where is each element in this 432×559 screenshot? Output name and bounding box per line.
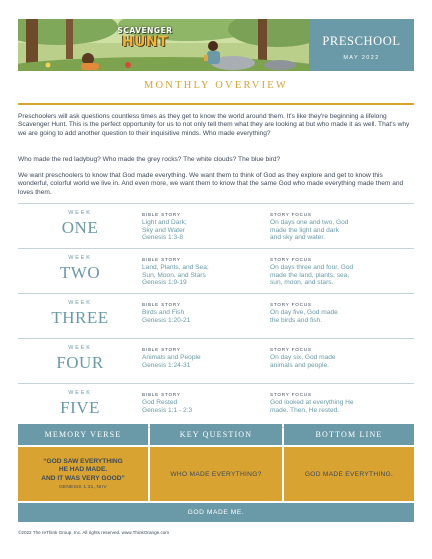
bible-story-heading: BIBLE STORY — [142, 302, 181, 307]
story-focus-text: God looked at everything He made. Then, He rested. — [270, 399, 354, 414]
key-question-text: WHO MADE EVERYTHING? — [150, 447, 282, 501]
week-label — [18, 204, 142, 248]
bottom-line-header: BOTTOM LINE — [284, 424, 414, 445]
week-caption: WEEK — [68, 390, 92, 396]
level-badge — [309, 19, 414, 71]
story-focus-heading: STORY FOCUS — [270, 212, 312, 217]
story-focus-heading: STORY FOCUS — [270, 347, 312, 352]
story-focus-cell — [270, 384, 414, 427]
level-label: PRESCHOOL — [322, 34, 401, 48]
weeks-list — [18, 203, 414, 428]
banner-illustration — [18, 19, 309, 71]
week-caption: WEEK — [68, 300, 92, 306]
goal-paragraph: We want preschoolers to know that God made everything. We want them to think of God as they explore and get to know this wonderful, colorful world we live in. And even more, we want them to know that the same God who made everything made them and loves them. — [18, 172, 404, 196]
week-label — [18, 294, 142, 338]
closing-statement: GOD MADE ME. — [18, 503, 414, 522]
week-label — [18, 384, 142, 427]
header — [18, 19, 414, 71]
story-focus-heading: STORY FOCUS — [270, 257, 312, 262]
bible-story-heading: BIBLE STORY — [142, 347, 181, 352]
summary-header-row — [18, 424, 414, 445]
scavenger-hunt-logo — [114, 27, 176, 49]
bible-story-text: Light and Dark; Sky and Water Genesis 1:3-8 — [142, 219, 187, 242]
story-focus-text: On days three and four, God made the land, plants, sea, sun, moon, and stars. — [270, 264, 354, 287]
week-row-5 — [18, 383, 414, 428]
bible-story-cell — [142, 339, 270, 383]
copyright-footer: ©2022 The reThink Group, Inc. All rights reserved. www.ThinkOrange.com — [18, 530, 170, 535]
questions-paragraph: Who made the red ladybug? Who made the grey rocks? The white clouds? The blue bird? — [18, 156, 281, 163]
bible-story-text: Land, Plants, and Sea; Sun, Moon, and Stars Genesis 1:9-19 — [142, 264, 209, 287]
memory-verse-header: MEMORY VERSE — [18, 424, 148, 445]
story-focus-text: On days one and two, God made the light and dark and sky and water. — [270, 219, 349, 242]
story-focus-cell — [270, 204, 414, 248]
week-label — [18, 249, 142, 293]
week-row-3 — [18, 293, 414, 338]
week-row-4 — [18, 338, 414, 383]
logo-line-1: SCAVENGER — [117, 26, 173, 35]
logo-line-2: HUNT — [121, 33, 169, 50]
week-number: FOUR — [56, 353, 104, 372]
bible-story-text: Animals and People Genesis 1:24-31 — [142, 354, 201, 369]
page-title: MONTHLY OVERVIEW — [143, 80, 289, 91]
intro-paragraph: Preschoolers will ask questions countless times as they get to know the world around them. It's like they're beginning a lifelong Scavenger Hunt. This is the perfect opportunity for us to not only tell them what they are looking at but who made it as well. That's why we are going to add another question to their inquisitive minds. Who made everything? — [18, 113, 410, 137]
week-caption: WEEK — [68, 255, 92, 261]
memory-verse-text: “GOD SAW EVERYTHING HE HAD MADE. AND IT WAS VERY GOOD” — [41, 458, 125, 482]
bible-story-text: God Rested Genesis 1:1 - 2:3 — [142, 399, 193, 414]
story-focus-cell — [270, 294, 414, 338]
bible-story-cell — [142, 384, 270, 427]
week-number: THREE — [51, 308, 109, 327]
bible-story-text: Birds and Fish Genesis 1:20-21 — [142, 309, 191, 324]
bible-story-cell — [142, 249, 270, 293]
week-number: ONE — [61, 218, 99, 237]
week-label — [18, 339, 142, 383]
key-question-header: KEY QUESTION — [150, 424, 282, 445]
title-divider — [18, 103, 414, 105]
bible-story-heading: BIBLE STORY — [142, 212, 181, 217]
story-focus-heading: STORY FOCUS — [270, 302, 312, 307]
bible-story-heading: BIBLE STORY — [142, 257, 181, 262]
week-caption: WEEK — [68, 345, 92, 351]
week-caption: WEEK — [68, 210, 92, 216]
summary-body-row — [18, 447, 414, 501]
story-focus-cell — [270, 249, 414, 293]
week-row-2 — [18, 248, 414, 293]
bible-story-cell — [142, 294, 270, 338]
date-label: MAY 2022 — [343, 55, 380, 61]
week-number: TWO — [59, 263, 101, 282]
bottom-line-text: GOD MADE EVERYTHING. — [284, 447, 414, 501]
memory-verse-reference: GENESIS 1:31, NIrV — [59, 484, 107, 490]
story-focus-text: On day five, God made the birds and fish. — [270, 309, 338, 324]
bible-story-cell — [142, 204, 270, 248]
memory-verse-cell — [18, 447, 148, 501]
story-focus-heading: STORY FOCUS — [270, 392, 312, 397]
week-number: FIVE — [60, 398, 100, 417]
week-row-1 — [18, 203, 414, 248]
story-focus-cell — [270, 339, 414, 383]
bible-story-heading: BIBLE STORY — [142, 392, 181, 397]
story-focus-text: On day six, God made animals and people. — [270, 354, 336, 369]
